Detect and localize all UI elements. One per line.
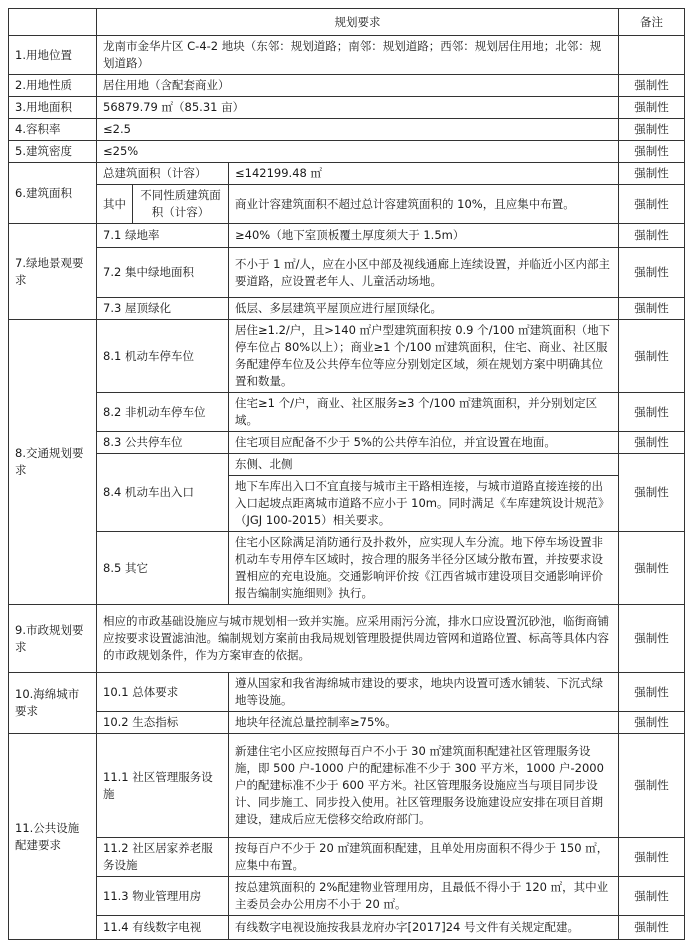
table-row-floor-area-total bbox=[9, 163, 685, 185]
row-content: 相应的市政基础设施应与城市规划相一致并实施。应采用雨污分流，排水口应设置沉砂池，临街商铺应按要求设置滤油池。编制规划方案前由我局规划管理股提供周边管网和道路位置、标高等具体内容的市政规划条件，作为方案审查的依据。 bbox=[97, 605, 619, 673]
row-content: 地块年径流总量控制率≥75%。 bbox=[229, 712, 619, 734]
row-note: 强制性 bbox=[619, 320, 685, 393]
sub-label: 总建筑面积（计容） bbox=[97, 163, 229, 185]
row-content: 东侧、北侧 bbox=[229, 454, 619, 476]
row-content: 56879.79 ㎡（85.31 亩） bbox=[97, 97, 619, 119]
row-label: 3.用地面积 bbox=[9, 97, 97, 119]
table-row-land-location bbox=[9, 36, 685, 75]
row-label: 5.建筑密度 bbox=[9, 141, 97, 163]
table-row-building-density bbox=[9, 141, 685, 163]
header-spec: 规划要求 bbox=[97, 9, 619, 36]
sub-label: 8.2 非机动车停车位 bbox=[97, 393, 229, 432]
row-content: 居住用地（含配套商业） bbox=[97, 75, 619, 97]
row-label: 4.容积率 bbox=[9, 119, 97, 141]
sub-label: 不同性质建筑面积（计容） bbox=[133, 185, 229, 224]
table-row-sponge-index bbox=[9, 712, 685, 734]
table-row-plot-ratio bbox=[9, 119, 685, 141]
row-note: 强制性 bbox=[619, 97, 685, 119]
row-label: 2.用地性质 bbox=[9, 75, 97, 97]
row-content: ≥40%（地下室顶板覆土厚度须大于 1.5m） bbox=[229, 224, 619, 248]
table-row-public-parking bbox=[9, 432, 685, 454]
sub-label: 10.1 总体要求 bbox=[97, 673, 229, 712]
row-note: 强制性 bbox=[619, 532, 685, 605]
row-label: 8.交通规划要求 bbox=[9, 320, 97, 605]
row-content: 有线数字电视设施按我县龙府办字[2017]24 号文件有关规定配建。 bbox=[229, 916, 619, 940]
row-note: 强制性 bbox=[619, 75, 685, 97]
row-label: 6.建筑面积 bbox=[9, 163, 97, 224]
row-note: 强制性 bbox=[619, 605, 685, 673]
sub-label: 7.2 集中绿地面积 bbox=[97, 248, 229, 298]
table-row-central-green bbox=[9, 248, 685, 298]
sub-label: 7.1 绿地率 bbox=[97, 224, 229, 248]
header-blank-cell bbox=[9, 9, 97, 36]
row-content: ≤2.5 bbox=[97, 119, 619, 141]
row-content: 商业计容建筑面积不超过总计容建筑面积的 10%，且应集中布置。 bbox=[229, 185, 619, 224]
row-note: 强制性 bbox=[619, 712, 685, 734]
sub-label: 11.3 物业管理用房 bbox=[97, 877, 229, 916]
row-content: 低层、多层建筑平屋顶应进行屋顶绿化。 bbox=[229, 298, 619, 320]
row-content: 遵从国家和我省海绵城市建设的要求，地块内设置可透水铺装、下沉式绿地等设施。 bbox=[229, 673, 619, 712]
row-label: 11.公共设施配建要求 bbox=[9, 734, 97, 940]
table-row-municipal bbox=[9, 605, 685, 673]
sub-label: 8.1 机动车停车位 bbox=[97, 320, 229, 393]
row-note: 强制性 bbox=[619, 393, 685, 432]
row-label: 9.市政规划要求 bbox=[9, 605, 97, 673]
sub-label: 8.4 机动车出入口 bbox=[97, 454, 229, 532]
table-row-floor-area-sub bbox=[9, 185, 685, 224]
row-note: 强制性 bbox=[619, 141, 685, 163]
row-content: 地下车库出入口不宜直接与城市主干路相连接，与城市道路直接连接的出入口起坡点距离城市道路不应小于 10m。同时满足《车库建筑设计规范》（JGJ 100-2015）相关要求。 bbox=[229, 476, 619, 532]
row-label: 1.用地位置 bbox=[9, 36, 97, 75]
table-row-land-area bbox=[9, 97, 685, 119]
table-row-property-management bbox=[9, 877, 685, 916]
table-row-digital-tv bbox=[9, 916, 685, 940]
row-note: 强制性 bbox=[619, 185, 685, 224]
row-content: 住宅项目应配备不少于 5%的公共停车泊位，并宜设置在地面。 bbox=[229, 432, 619, 454]
row-content: 不小于 1 ㎡/人，应在小区中部及视线通廊上连续设置，并临近小区内部主要道路，应设置老年人、儿童活动场地。 bbox=[229, 248, 619, 298]
qizhong-label: 其中 bbox=[97, 185, 133, 224]
row-note: 强制性 bbox=[619, 224, 685, 248]
row-note: 强制性 bbox=[619, 432, 685, 454]
row-content: 按总建筑面积的 2%配建物业管理用房，且最低不得小于 120 ㎡，其中业主委员会办公用房不小于 20 ㎡。 bbox=[229, 877, 619, 916]
planning-requirements-table bbox=[8, 8, 685, 940]
row-note bbox=[619, 36, 685, 75]
table-row-community-service bbox=[9, 734, 685, 838]
row-content: ≤142199.48 ㎡ bbox=[229, 163, 619, 185]
table-row-land-use bbox=[9, 75, 685, 97]
row-content: 住宅≥1 个/户，商业、社区服务≥3 个/100 ㎡建筑面积，并分别划定区域。 bbox=[229, 393, 619, 432]
table-header-row bbox=[9, 9, 685, 36]
row-note: 强制性 bbox=[619, 119, 685, 141]
row-note: 强制性 bbox=[619, 877, 685, 916]
sub-label: 8.3 公共停车位 bbox=[97, 432, 229, 454]
sub-label: 11.4 有线数字电视 bbox=[97, 916, 229, 940]
sub-label: 11.2 社区居家养老服务设施 bbox=[97, 838, 229, 877]
table-row-traffic-other bbox=[9, 532, 685, 605]
table-row-sponge-general bbox=[9, 673, 685, 712]
row-note: 强制性 bbox=[619, 454, 685, 532]
row-content: 住宅小区除满足消防通行及扑救外，应实现人车分流。地下停车场设置非机动车专用停车区域时，按合理的服务半径分区域分散布置，并按要求设置相应的充电设施。交通影响评价按《江西省城市建设项目交通影响评价报告编制实施细则》执行。 bbox=[229, 532, 619, 605]
table-row-elderly-care bbox=[9, 838, 685, 877]
row-content: 按每百户不少于 20 ㎡建筑面积配建，且单处用房面积不得少于 150 ㎡，应集中布置。 bbox=[229, 838, 619, 877]
row-content: 龙南市金华片区 C-4-2 地块（东邻：规划道路；南邻：规划道路；西邻：规划居住用地；北邻：规划道路） bbox=[97, 36, 619, 75]
sub-label: 8.5 其它 bbox=[97, 532, 229, 605]
row-content: 新建住宅小区应按照每百户不小于 30 ㎡建筑面积配建社区管理服务设施，即 500 户-1000 户的配建标准不少于 300 平方米，1000 户-2000 户的配建标准不少于 600 平方米。社区管理服务设施应当与项目同步设计、同步施工、同步投入使用。社区管理服务设施建设应安排在项目首期建设，建成后应无偿移交给政府部门。 bbox=[229, 734, 619, 838]
row-label: 10.海绵城市要求 bbox=[9, 673, 97, 734]
sub-label: 11.1 社区管理服务设施 bbox=[97, 734, 229, 838]
row-note: 强制性 bbox=[619, 838, 685, 877]
table-row-motor-parking bbox=[9, 320, 685, 393]
planning-conditions-document bbox=[8, 8, 684, 940]
row-note: 强制性 bbox=[619, 734, 685, 838]
row-note: 强制性 bbox=[619, 163, 685, 185]
row-note: 强制性 bbox=[619, 298, 685, 320]
row-content: 居住≥1.2/户，且>140 ㎡户型建筑面积按 0.9 个/100 ㎡建筑面积（地下停车位占 80%以上）；商业≥1 个/100 ㎡建筑面积，住宅、商业、社区服务配建停车位及公共停车位等应分别划定区域，须在规划方案中明确其位置和数量。 bbox=[229, 320, 619, 393]
table-row-nonmotor-parking bbox=[9, 393, 685, 432]
row-label: 7.绿地景观要求 bbox=[9, 224, 97, 320]
row-note: 强制性 bbox=[619, 673, 685, 712]
table-row-green-rate bbox=[9, 224, 685, 248]
row-note: 强制性 bbox=[619, 248, 685, 298]
table-row-vehicle-entrance-sides bbox=[9, 454, 685, 476]
table-row-roof-green bbox=[9, 298, 685, 320]
sub-label: 7.3 屋顶绿化 bbox=[97, 298, 229, 320]
row-content: ≤25% bbox=[97, 141, 619, 163]
sub-label: 10.2 生态指标 bbox=[97, 712, 229, 734]
header-note: 备注 bbox=[619, 9, 685, 36]
row-note: 强制性 bbox=[619, 916, 685, 940]
